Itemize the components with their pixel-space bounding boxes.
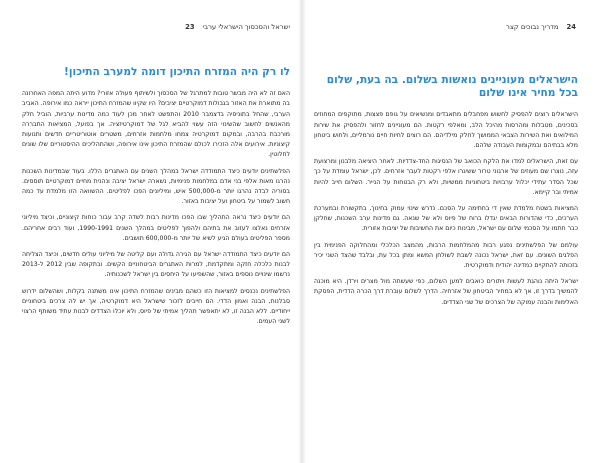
right-paragraph: ישראל היתה נוהגת לעשות ויתורים כואבים למען השלום, כפי שעשתה מול מצרים וירדן. היא מוכנה להמשיך בדרך זו, אך לא במחיר הביטחון של אזרחיה. הדרך לשלום עוברת דרך הכרה הדדית, הפסקת האלימות והבנה עמוקה של הצרכים של שני הצדדים. xyxy=(314,278,578,306)
right-header-group xyxy=(506,23,578,31)
right-paragraph: הישראלים רוצים להפסיק לחשוש מפחבלים מתאבדים ומנשיאים על גופם פצצות, מתוקפים המחוזים בסכינים, מטבלות ומהרסות מהיכל הלב, ומאלפי רקטות. הם מעוניינים לחזור ולהפסיק את שירות המילואים ואת השירות הצבאי הממושך לחלק מילדיהם. הם רוצים לחיות חיים נורמליים, ולחוש ביטחון מלא בבתיהם ובמקומות העבודה שלהם. xyxy=(314,111,578,150)
left-header-title: ישראל והסכסוך הישראלי ערבי xyxy=(202,23,290,31)
right-body xyxy=(314,110,578,307)
left-paragraph: הפלשתינים נכנסים למציאות הזו כשהם מבינים שהמזרח התיכון אינו משתנה בקלות, ושהשלום ידרוש סבלנות, הבנה ואמון הדדי. הם חייבים לזכור שישראל היא דמוקרטיה, אך יש לה צרכים ביטחוניים ייחודיים. ללא הבנה זו, לא יתאפשר תהליך אמיתי של פיוס, ולא יוכלו הצדדים לבנות עתיד משותף הרצוי לשני העמים. xyxy=(22,287,290,326)
left-running-header xyxy=(22,20,290,34)
right-page xyxy=(302,0,600,463)
left-page-number: 23 xyxy=(185,23,195,31)
right-paragraph: עם זאת, הישראלים למדו את הלקח הכואב של הנסיגות החד-צדדיות. לאחר היציאה מלבנון ומרצועת עזה, נוצרו שם מעוזים של ארגוני טרור ששיגרו אלפי רקטות לעבר אזרחים. לכן, ישראל עומדת על כך שכל הסדר עתידי יכלול ערבויות ביטחוניות ממשיות, ולא רק הבטחות על הנייר. השלום חייב להיות אמיתי ובר קיימא. xyxy=(314,158,578,196)
right-paragraph: המציאות בשטח מלמדת שאין די בחתימה על הסכם. נדרש שינוי עמוק בחינוך, בתקשורת ובמערכת הערכים, כדי שהדורות הבאים יגדלו ברוח של פיוס ולא של שנאה. גם מדינות ערב השכנות, שחלקן כבר חתמו על הסכמי שלום עם ישראל, מבינות כיום את החשיבות של יציבות אזורית. xyxy=(314,205,578,233)
right-header-title: מדריך נבוכים קצר xyxy=(506,23,559,31)
left-headline: לו רק היה המזרח התיכון דומה למערב התיכון! xyxy=(64,66,290,78)
left-header-group xyxy=(183,23,290,31)
left-paragraph: הפלשתינים יודעים כיצד התמודדה ישראל במהלך השנים עם האתגרים הללו. בעוד שבמדינות השכנות נהרגו מאות אלפי בני אדם במלחמות פנימיות, נשארה ישראל יציבה ונהנית מחיים דמוקרטיים תוססים. בסוריה לבדה נהרגו יותר מ-500,000 איש, ומיליונים הפכו לפליטים. ההשוואה הזו מלמדת עד כמה חשוב לשמור על ביטחון ועל יציבות באזור. xyxy=(22,167,290,206)
right-running-header xyxy=(314,20,578,34)
left-paragraph: האם זה לא היה מבשר טובות למתרגל של הסכסוך ולשיתוף פעולה אזורי? מדוע היתה המפה האחרונה בה מתוארת את האזור בגבולות דמוקרטיים יציבים? היו שקיוו שהמזרח התיכון ייראה כמו אירופה. האביב הערבי, שהחל בתוניסיה בדצמבר 2010 והתפשט לאחר מכן לעוד כמה מדינות ערביות, הוביל חלק מהאנשים לחשוב שהשינוי הזה עשוי להביא לגל של דמוקרטיזציה. אך בפועל, המציאות התבררה מורכבת בהרבה, ובמקום דמוקרטיה צמחו מלחמות אזרחים, משטרים אוטוריטריים חדשים ותנועות קיצוניות. אירועים אלה הזכירו לכולם שהמזרח התיכון אינו אירופה, ושהתהליכים ההיסטוריים שלו שונים לחלוטין. xyxy=(22,90,290,159)
right-paragraph: עולמם של הפלשתינים נפגע רבות מהמלחמות הרבות, מהמצב הכלכלי ומהחלוקה הפנימית בין הפלגים השונים. עם זאת, ישראל נכונה לשבת לשולחן המשא ומתן בכל עת, ובלבד שהצד השני יכיר בזכותה להתקיים כמדינה יהודית ודמוקרטית. xyxy=(314,241,578,270)
right-headline: הישראלים מעוניינים נואשות בשלום. בה בעת, שלום בכל מחיר אינו שלום xyxy=(326,74,578,100)
right-page-number: 24 xyxy=(566,23,576,31)
left-paragraph: הם יודעים כיצד התמודדה ישראל עם הגירה גדולה ועם קליטה של מיליוני עולים חדשים, וכיצד הצליחה לבנות כלכלה חזקה ומתקדמת, למרות האתגרים הביטחוניים הקשים. ובתקופה שבין 2012 ל-2013 נרשמו שינויים נוספים באזור, שהשפיעו על היחסים בין ישראל לשכנותיה. xyxy=(22,251,290,279)
left-body xyxy=(22,89,290,327)
left-paragraph: הם יודעים כיצד נראה התהליך שבו הפכו מדינות רבות לשדה קרב עבור כוחות קיצוניים, וכיצד מיליוני אזרחים נאלצו לעזוב את בתיהם ולהפוך לפליטים במהלך השנים 1990-1991, ועוד רבים אחריהם. מספר הפליטים בעולם הגיע לשיא של יותר מ-600,000 תושבים. xyxy=(22,214,290,242)
